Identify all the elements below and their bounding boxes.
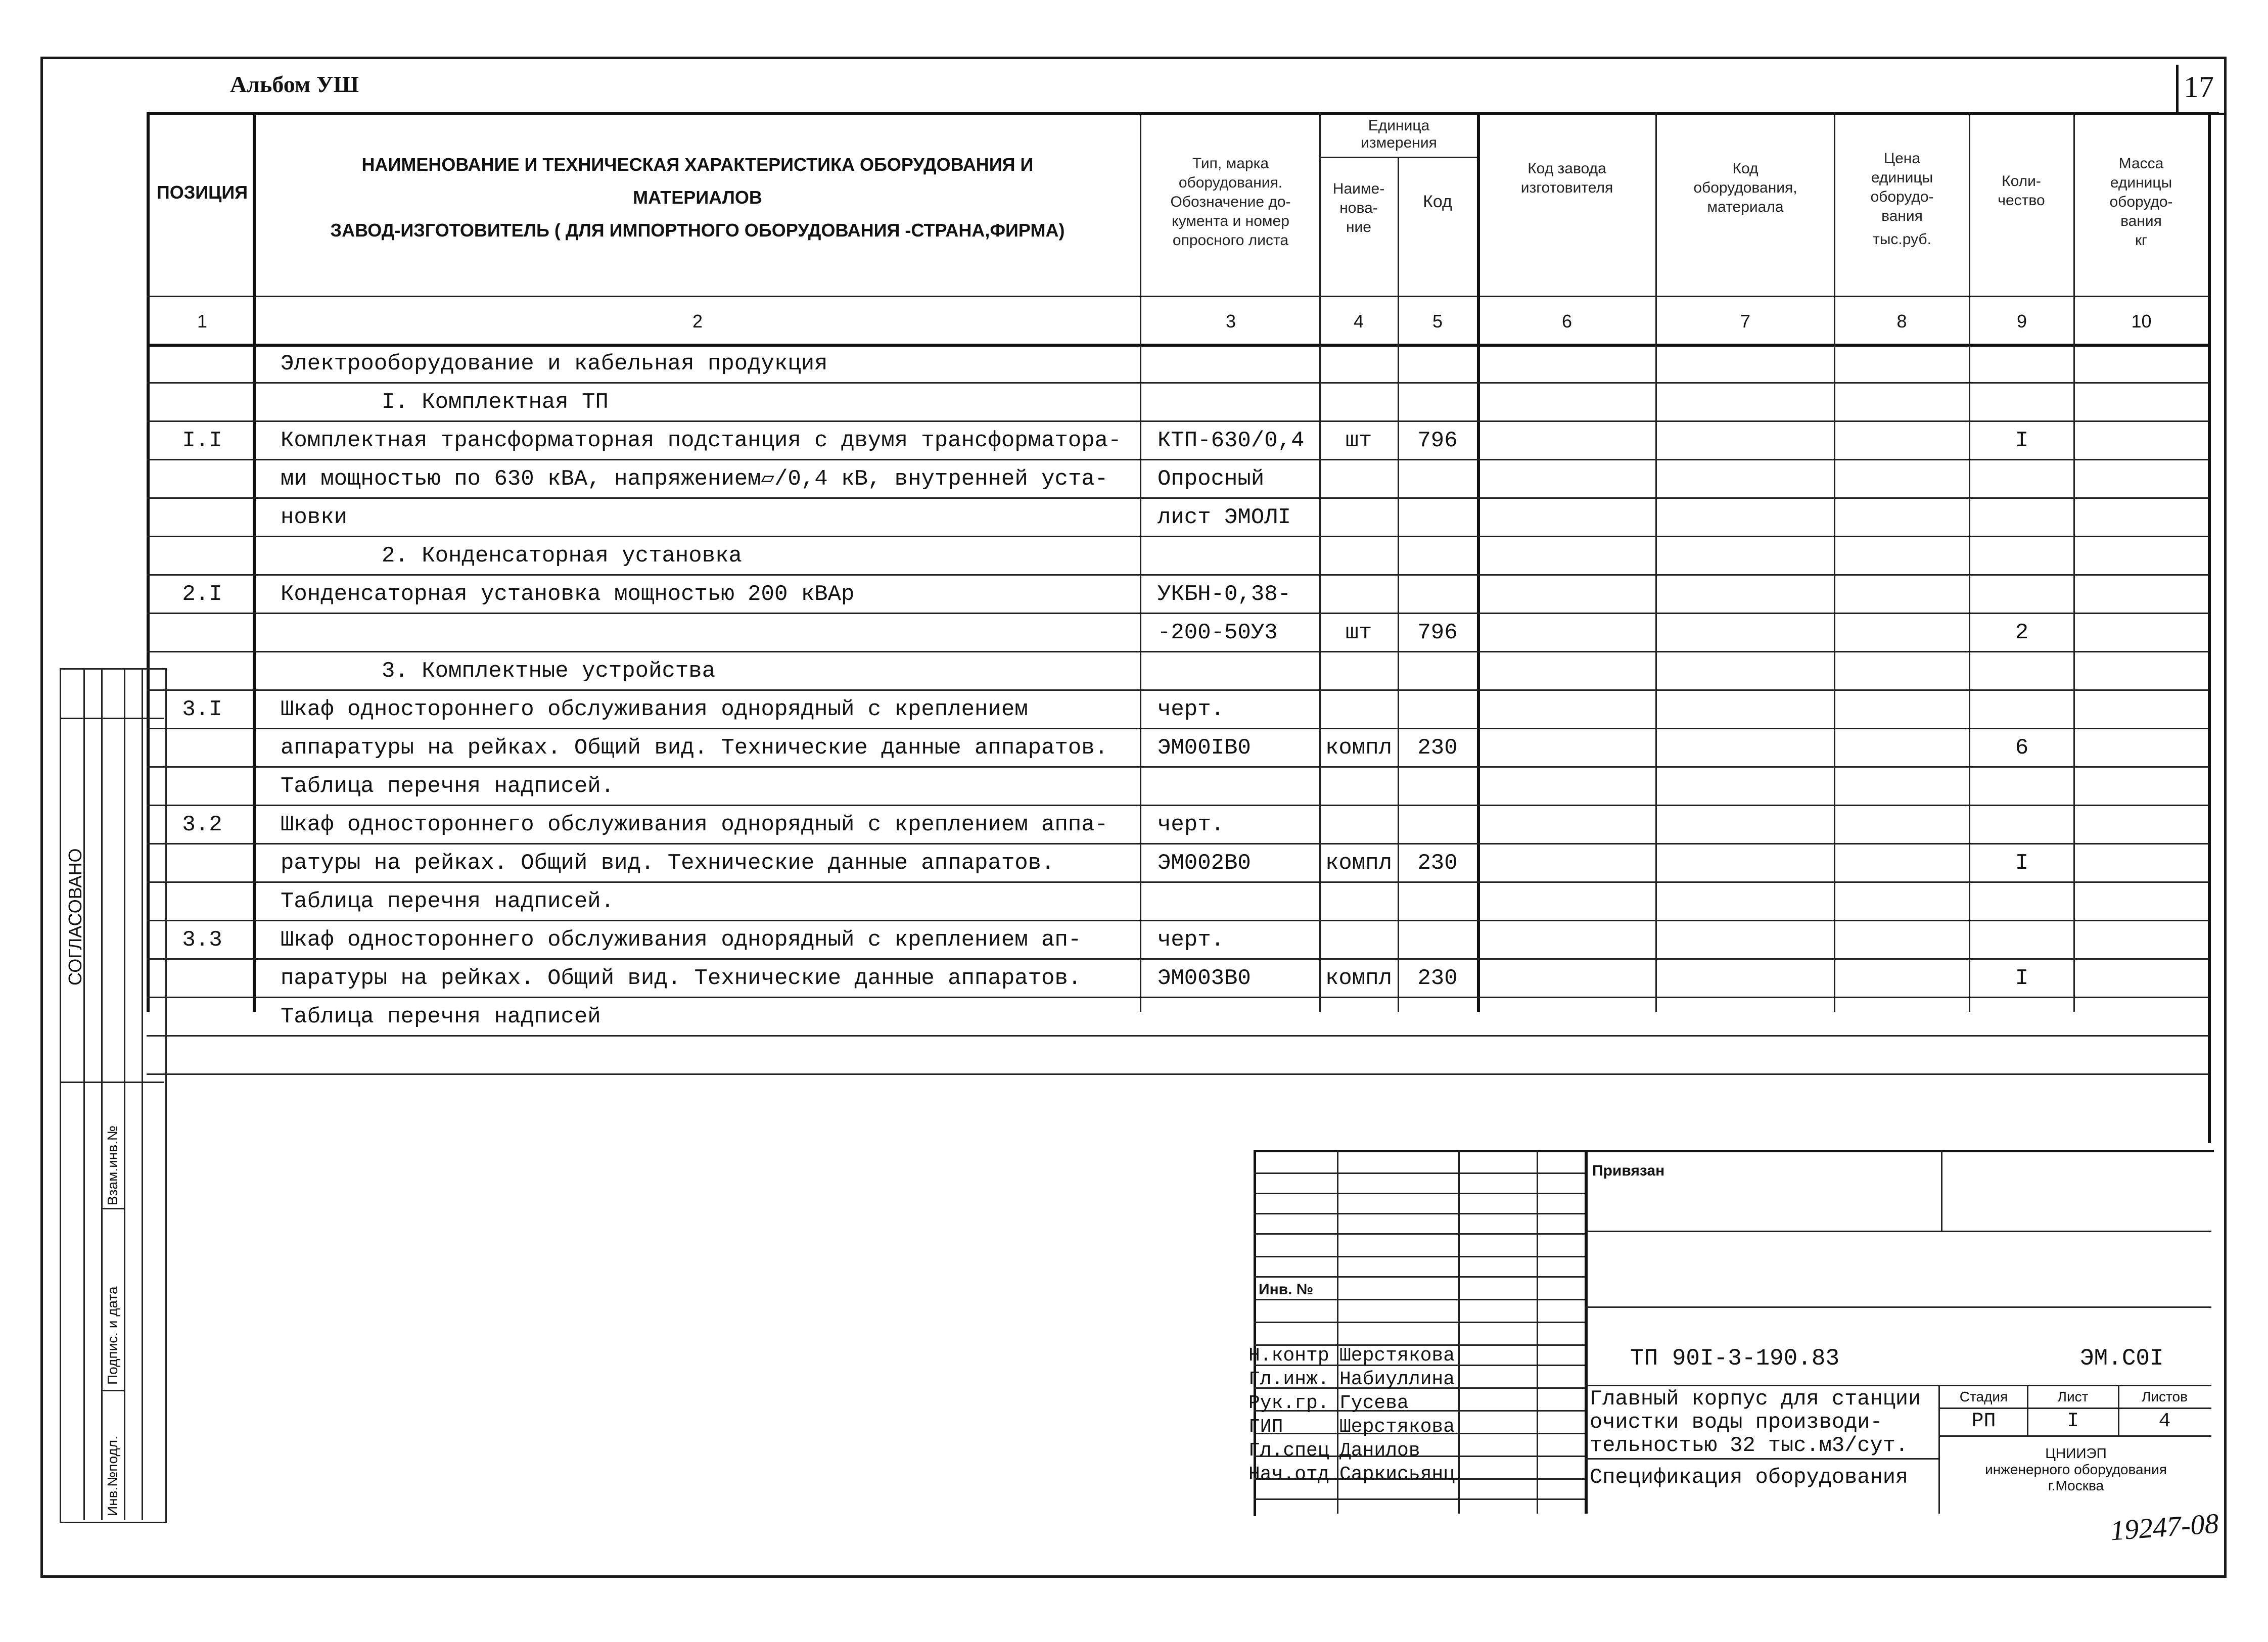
privyazan-label: Привязан [1592, 1162, 1665, 1179]
margin-replace-inv: Взам.инв.№ [105, 1125, 120, 1205]
agreed-label: СОГЛАСОВАНО [65, 848, 85, 986]
margin-row-line-2 [60, 1082, 164, 1083]
margin-row-line-3 [101, 1208, 124, 1209]
row-type: черт. [1158, 812, 1225, 837]
table-top-line [147, 112, 2219, 115]
signature-name: Данилов [1339, 1440, 1420, 1462]
col-number-3: 3 [1225, 311, 1236, 332]
row-unit: компл [1325, 735, 1393, 761]
header-position: ПОЗИЦИЯ [156, 182, 248, 203]
tb-line-top [1585, 1306, 2211, 1308]
header-quantity: Коли- чество [1998, 173, 2045, 209]
table-row-line [147, 920, 2209, 921]
row-unit-code: 230 [1417, 966, 1458, 991]
table-row-line [147, 459, 2209, 460]
row-name: I. Комплектная ТП [382, 390, 609, 415]
sheets-label: Листов [2142, 1389, 2188, 1404]
header-name-line3: ЗАВОД-ИЗГОТОВИТЕЛЬ ( ДЛЯ ИМПОРТНОГО ОБОРУДОВАНИЯ -СТРАНА,ФИРМА) [330, 220, 1065, 241]
doc-title: Спецификация оборудования [1590, 1465, 1909, 1489]
title-block-grid-line [1254, 1256, 1585, 1257]
margin-col-line-3 [124, 668, 125, 1520]
signature-name: Шерстякова [1339, 1416, 1455, 1438]
row-name: новки [281, 505, 348, 530]
col-line-7 [1834, 112, 1835, 1012]
table-row-line [147, 805, 2209, 806]
table-row-line [147, 689, 2209, 691]
signature-name: Саркисьянц [1339, 1464, 1455, 1485]
col-line-9 [2073, 112, 2075, 1012]
header-name-line1: НАИМЕНОВАНИЕ И ТЕХНИЧЕСКАЯ ХАРАКТЕРИСТИКА ОБОРУДОВАНИЯ И [361, 154, 1034, 175]
row-name: 2. Конденсаторная установка [382, 543, 742, 569]
organization: ЦНИИЭП инженерного оборудования г.Москва [1985, 1445, 2167, 1493]
table-row-line [147, 574, 2209, 576]
header-unit-code: Код [1423, 192, 1452, 211]
row-quantity: I [2015, 966, 2029, 991]
row-unit: шт [1345, 428, 1372, 453]
row-unit: компл [1325, 851, 1393, 876]
tb-line-code [1585, 1385, 2211, 1386]
col-line-3 [1319, 112, 1321, 1012]
row-quantity: I [2015, 428, 2029, 453]
header-name-line2: МАТЕРИАЛОВ [633, 187, 762, 208]
row-type: -200-50У3 [1158, 620, 1278, 645]
stage-label: Стадия [1959, 1389, 2008, 1404]
col-line-4 [1398, 157, 1399, 1012]
sheets-value: 4 [2158, 1410, 2171, 1433]
col-line-2 [1140, 112, 1141, 1012]
col-number-10: 10 [2131, 311, 2152, 332]
tb-line-stage [1938, 1408, 2211, 1409]
col-number-4: 4 [1353, 311, 1364, 332]
signature-name: Шерстякова [1339, 1345, 1455, 1367]
table-row-line [147, 958, 2209, 960]
col-line-5 [1477, 112, 1480, 1012]
row-quantity: 6 [2015, 735, 2029, 761]
row-name: Комплектная трансформаторная подстанция с двумя трансформатора- [281, 428, 1122, 453]
margin-sign-date: Подпис. и дата [105, 1286, 120, 1385]
row-position: 3.2 [182, 812, 222, 837]
table-row-line [147, 997, 2209, 998]
row-name: Таблица перечня надписей [281, 1004, 601, 1029]
title-block-grid-line [1254, 1276, 1585, 1278]
margin-inv-orig: Инв.№подл. [105, 1436, 120, 1516]
row-quantity: I [2015, 851, 2029, 876]
col-number-8: 8 [1896, 311, 1907, 332]
title-block-grid-line [1254, 1498, 1585, 1500]
row-name: Таблица перечня надписей. [281, 889, 615, 914]
row-position: 2.I [182, 582, 222, 607]
row-unit-code: 230 [1417, 735, 1458, 761]
signature-name: Набиуллина [1339, 1369, 1455, 1390]
left-margin-stamp [60, 668, 167, 1523]
row-type: КТП-630/0,4 [1158, 428, 1305, 453]
signature-role: Рук.гр. [1248, 1392, 1329, 1414]
row-name: аппаратуры на рейках. Общий вид. Технические данные аппаратов. [281, 735, 1108, 761]
row-name: Шкаф одностороннего обслуживания однорядный с креплением ап- [281, 927, 1082, 953]
signature-role: Гл.инж. [1248, 1369, 1329, 1390]
inv-no-label: Инв. № [1259, 1281, 1314, 1298]
tb-vline-5 [1941, 1150, 1942, 1231]
tb-line-doc [1585, 1458, 1938, 1460]
table-row-line [147, 420, 2209, 422]
title-block-grid-line [1254, 1322, 1585, 1323]
tb-vline-8 [2118, 1385, 2119, 1435]
tb-vline-2 [1458, 1150, 1460, 1514]
row-unit: шт [1345, 620, 1372, 645]
table-row-line [147, 1073, 2209, 1075]
tb-vline-7 [2027, 1385, 2028, 1435]
col-line-8 [1969, 112, 1970, 1012]
table-row-line [147, 382, 2209, 384]
title-block-grid-line [1254, 1193, 1585, 1194]
table-row-line [147, 766, 2209, 768]
margin-row-line-1 [60, 718, 164, 719]
tb-vline-3 [1537, 1150, 1538, 1514]
row-name: ратуры на рейках. Общий вид. Технические данные аппаратов. [281, 851, 1055, 876]
row-name: Электрооборудование и кабельная продукция [281, 351, 828, 377]
signature-role: Гл.спец [1248, 1440, 1329, 1462]
row-type: лист ЭМОЛI [1158, 505, 1291, 530]
margin-col-line-1 [83, 668, 85, 1520]
row-name: ми мощностью по 630 кВА, напряжением▱/0,4 кВ, внутренней уста- [281, 466, 1108, 492]
row-position: 3.I [182, 697, 222, 722]
row-type: УКБН-0,38- [1158, 582, 1291, 607]
row-name: Шкаф одностороннего обслуживания однорядный с креплением [281, 697, 1028, 722]
table-row-line [147, 651, 2209, 652]
row-type: черт. [1158, 927, 1225, 953]
table-row-line [147, 843, 2209, 845]
row-quantity: 2 [2015, 620, 2029, 645]
header-sep-line [147, 296, 2209, 297]
table-row-line [147, 1035, 2209, 1037]
tb-vline-1 [1337, 1150, 1338, 1514]
row-unit-code: 230 [1417, 851, 1458, 876]
row-name: Шкаф одностороннего обслуживания однорядный с креплением аппа- [281, 812, 1108, 837]
col-number-7: 7 [1740, 311, 1751, 332]
row-position: 3.3 [182, 927, 222, 953]
header-unit-group: Единица измерения [1361, 117, 1437, 151]
sheet-code: ЭМ.С0I [2080, 1345, 2164, 1372]
margin-col-line-2 [101, 668, 103, 1520]
row-type: ЭМ00IВ0 [1158, 735, 1251, 761]
col-number-1: 1 [197, 311, 208, 332]
archive-number: 19247-08 [2109, 1508, 2220, 1547]
row-name: паратуры на рейках. Общий вид. Технические данные аппаратов. [281, 966, 1082, 991]
col-number-5: 5 [1432, 311, 1443, 332]
title-block-grid-line [1254, 1233, 1585, 1235]
col-number-2: 2 [692, 311, 703, 332]
table-right-line [2208, 112, 2211, 1143]
sheet-value: I [2066, 1410, 2079, 1433]
row-type: ЭМ002В0 [1158, 851, 1251, 876]
album-label: Альбом УШ [230, 71, 359, 97]
sheet-label: Лист [2057, 1389, 2089, 1404]
signature-role: Нач.отд [1248, 1464, 1329, 1485]
header-type: Тип, марка оборудования. Обозначение до- кумента и номер опросного листа [1170, 155, 1291, 249]
margin-col-line-4 [142, 668, 143, 1520]
row-name: Таблица перечня надписей. [281, 774, 615, 799]
col-number-6: 6 [1561, 311, 1572, 332]
object-title: Главный корпус для станции очистки воды производи- тельностью 32 тыс.м3/сут. [1590, 1387, 1921, 1458]
title-block-grid-line [1254, 1172, 1585, 1174]
row-unit-code: 796 [1417, 428, 1458, 453]
tb-line-priv [1585, 1231, 2211, 1232]
row-name: 3. Комплектные устройства [382, 659, 716, 684]
row-type: Опросный [1158, 466, 1265, 492]
stage-value: РП [1971, 1410, 1996, 1433]
row-unit: компл [1325, 966, 1393, 991]
row-unit-code: 796 [1417, 620, 1458, 645]
table-row-line [147, 728, 2209, 729]
title-block-grid-line [1254, 1213, 1585, 1214]
header-bottom-line [147, 344, 2209, 347]
table-row-line [147, 881, 2209, 883]
table-row-line [147, 536, 2209, 537]
col-line-1 [253, 112, 256, 1012]
tb-vline-6 [1938, 1385, 1940, 1514]
signature-role: ГИП [1248, 1416, 1283, 1438]
header-unit-name: Наиме- нова- ние [1332, 180, 1385, 236]
signature-name: Гусева [1339, 1392, 1409, 1414]
header-mass: Масса единицы оборудо- вания кг [2109, 155, 2173, 249]
row-type: ЭМ003В0 [1158, 966, 1251, 991]
sheet-number: 17 [2184, 70, 2214, 104]
signature-role: Н.контр [1248, 1345, 1329, 1367]
margin-row-line-4 [101, 1390, 124, 1391]
tb-line-stage2 [1938, 1435, 2211, 1437]
row-position: I.I [182, 428, 222, 453]
title-block-grid-line [1254, 1299, 1585, 1300]
header-equipment-code: Код оборудования, материала [1693, 160, 1797, 215]
table-row-line [147, 497, 2209, 499]
col-line-6 [1655, 112, 1657, 1012]
row-type: черт. [1158, 697, 1225, 722]
header-price: Цена единицы оборудо- вания тыс.руб. [1870, 150, 1934, 248]
table-row-line [147, 613, 2209, 614]
col-number-9: 9 [2016, 311, 2027, 332]
doc-code: ТП 90I-3-190.83 [1630, 1345, 1840, 1372]
row-name: Конденсаторная установка мощностью 200 кВАр [281, 582, 855, 607]
header-factory-code: Код завода изготовителя [1520, 160, 1613, 196]
